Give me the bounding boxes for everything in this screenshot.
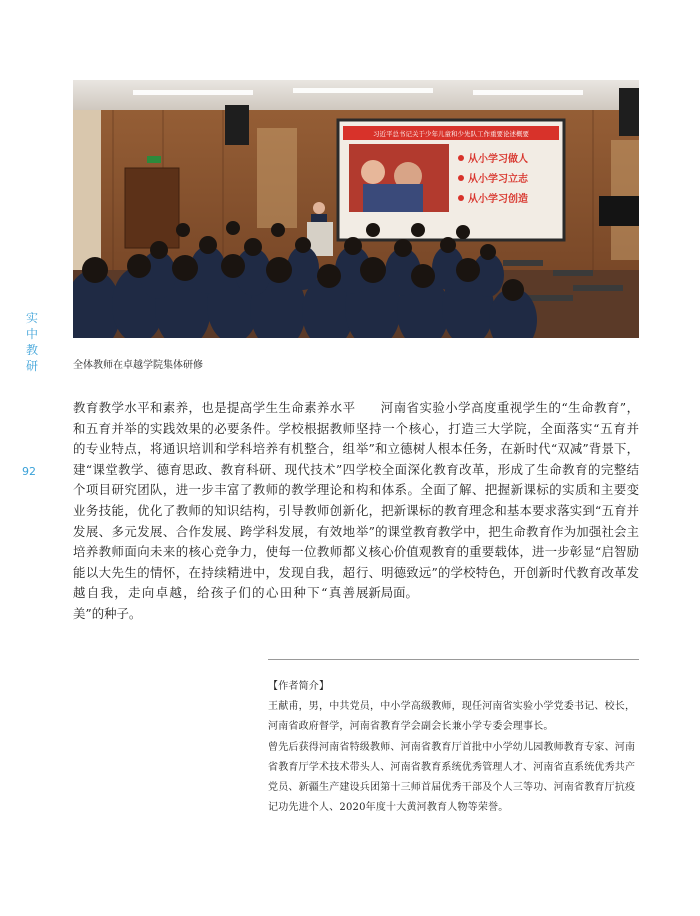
screen-point-2: 从小学习立志 — [468, 174, 528, 185]
section-divider — [268, 659, 639, 660]
section-label-char: 教 — [25, 343, 38, 357]
author-heading: 【作者简介】 — [268, 681, 330, 692]
section-label-char: 研 — [25, 359, 38, 373]
body-column-left — [73, 398, 355, 625]
body-paragraph: 河南省实验小学高度重视学生的“生命教育”，坚持一个核心，打造三大学院，全面落实“五育并举”和立德树人根本任务，在新时代“双减”背景下，学校全面深化教育改革，形成了生命教育的完整结构和体系。全面了解、把握新课标的实质和主要变化，把新课标的教育理念和基本要求落实到“五育并举”的课堂教育教学中，把生命教育作为加强社会主义核心价值观教育的重要载体，进一步彰显“启智励行、明德致远”的学校特色，开创新时代教育改革发展新局面。 — [356, 400, 639, 601]
screen-point-1: 从小学习做人 — [468, 154, 528, 165]
section-label-char: 实 — [25, 311, 38, 325]
screen-point-3: 从小学习创造 — [468, 194, 528, 205]
exit-sign — [147, 156, 161, 163]
photo-caption: 全体教师在卓越学院集体研修 — [73, 360, 203, 371]
page-number: 92 — [22, 465, 36, 478]
author-bio — [268, 677, 644, 818]
screen-heading: 习近平总书记关于少年儿童和少先队工作重要论述概要 — [373, 130, 529, 138]
body-paragraph: 教育教学水平和素养，也是提高学生生命素养水平和五育并举的实践效果的必要条件。学校根据教师的专业特点，将通识培训和学科培养有机整合，组建“课堂教学、德育思政、教育科研、现代技术”四个项目研究团队，进一步丰富了教师的教学理论和业务技能，优化了教师的知识结构，引导教师创新发展、多元发展、合作发展、跨学科发展，有效地培养教师面向未来的核心竞争力，使每一位教师都能以大先生的情怀，在持续精进中，发现自我，超越自我，走向卓越，给孩子们的心田种下“真善美”的种子。 — [73, 400, 355, 621]
body-column-right — [356, 398, 639, 604]
section-label — [24, 310, 40, 374]
author-bio-text: 王献甫，男，中共党员，中小学高级教师，现任河南省实验小学党委书记、校长，河南省政府督学，河南省教育学会副会长兼小学专委会理事长。 — [268, 701, 636, 733]
photo-illustration — [73, 80, 639, 338]
training-photo — [73, 80, 639, 338]
author-honors-text: 曾先后获得河南省特级教师、河南省教育厅首批中小学幼儿园教师教育专家、河南省教育厅学术技术带头人、河南省教育系统优秀管理人才、河南省直系统优秀共产党员、新疆生产建设兵团第十三师首届优秀干部及个人三等功、河南省教育厅抗疫记功先进个人、2020年度十大黄河教育人物等荣誉。 — [268, 741, 636, 814]
section-label-char: 中 — [25, 327, 38, 341]
